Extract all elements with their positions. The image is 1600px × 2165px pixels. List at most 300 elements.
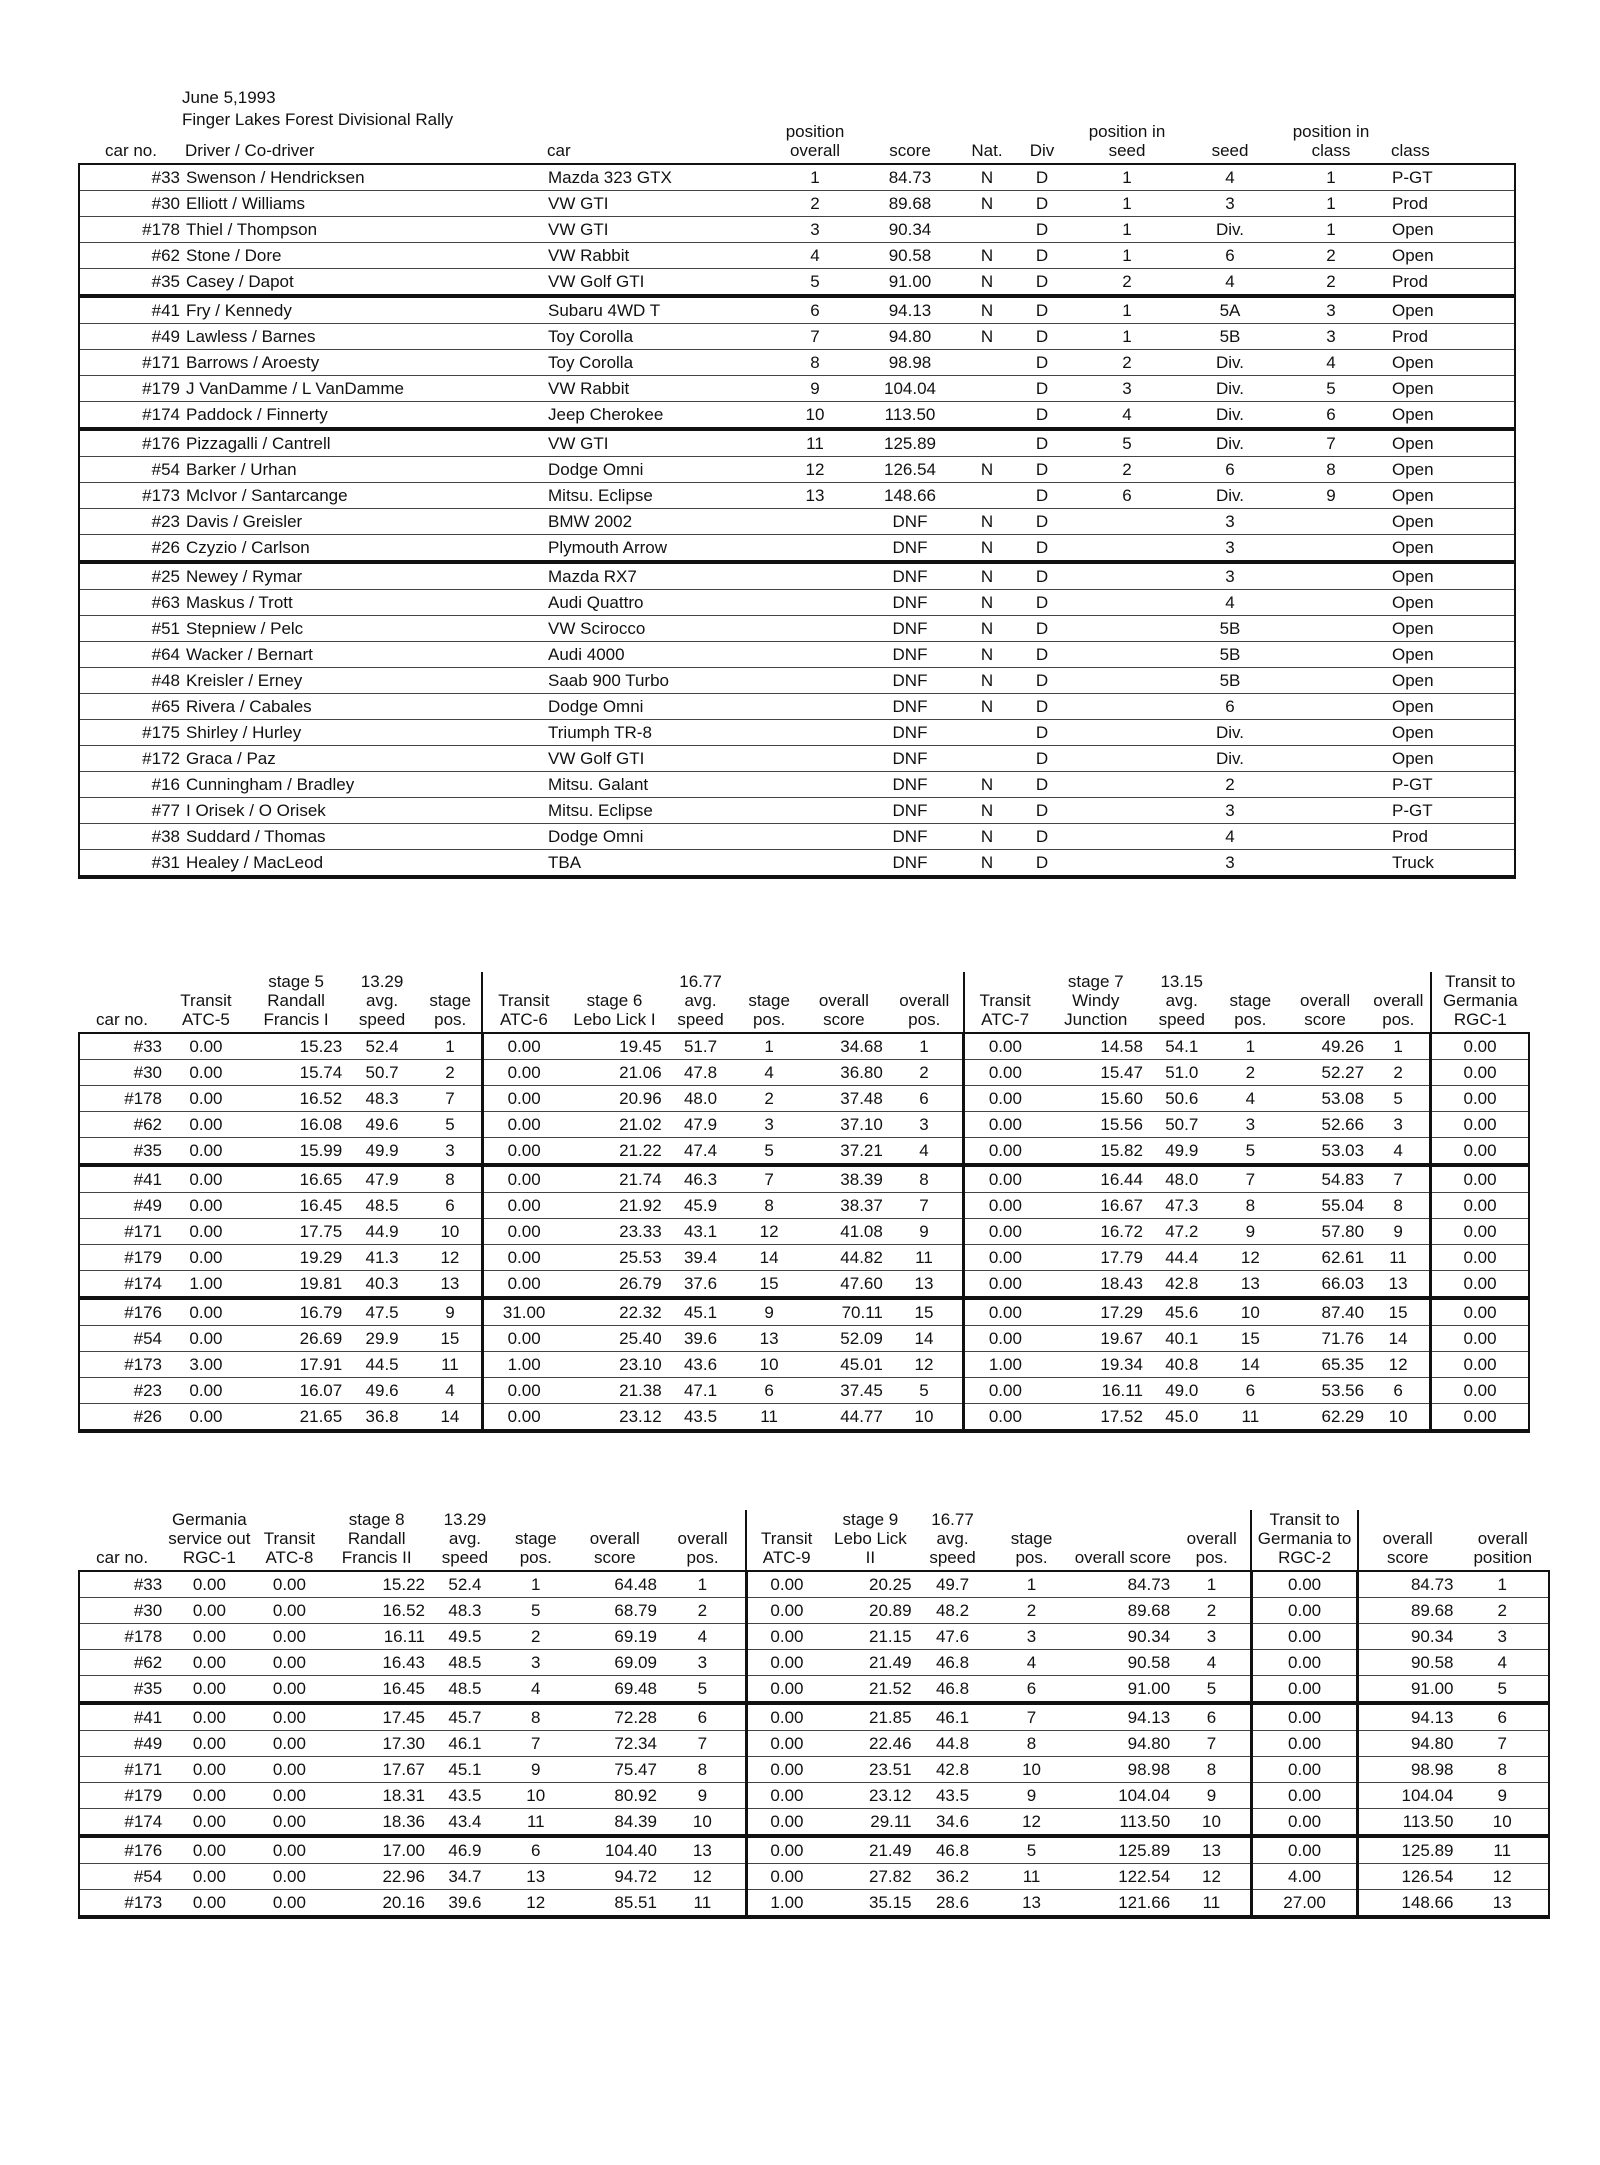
stages_a-cell: 15.56	[1100, 1114, 1143, 1134]
results-cell: 125.89	[884, 433, 936, 453]
results-cell: Dodge Omni	[548, 696, 644, 716]
results-cell: 2	[1122, 459, 1132, 479]
stages_b-cell: 69.09	[614, 1652, 657, 1672]
results-cell: Audi Quattro	[548, 592, 644, 612]
results-cell: 6	[1225, 459, 1235, 479]
results-cell: D	[1035, 826, 1049, 846]
stages_a-cell: 19.67	[1100, 1328, 1143, 1348]
results-cell: #35	[151, 271, 180, 291]
stages_b-cell: 43.5	[448, 1785, 482, 1805]
table-row	[79, 1598, 1549, 1624]
stages_a-cell: 16.44	[1100, 1169, 1143, 1189]
results-header-5: Nat.	[971, 141, 1003, 160]
results-header-1: Driver / Co-driver	[185, 141, 315, 160]
results-cell: N	[980, 566, 994, 586]
stages_b-cell: 21.49	[868, 1840, 912, 1860]
stages_a-cell: 16.07	[299, 1380, 343, 1400]
results-cell: DNF	[892, 800, 928, 820]
stages_a-cell: 47.9	[365, 1169, 399, 1189]
stages_a-cell: 0.00	[964, 1112, 1046, 1138]
stages_a-cell: 0.00	[964, 1033, 1046, 1060]
results-cell: 1	[1122, 167, 1132, 187]
results-cell: Div.	[1215, 352, 1244, 372]
stages_b-cell: 45.1	[448, 1759, 482, 1779]
table-row	[79, 1676, 1549, 1704]
results-cell: Suddard / Thomas	[186, 826, 326, 846]
results-cell: #49	[151, 326, 180, 346]
stages_b-cell: 21.52	[868, 1678, 912, 1698]
stages_a-cell: 46.3	[683, 1169, 718, 1189]
results-cell: #33	[151, 167, 180, 187]
results-cell: Div.	[1215, 378, 1244, 398]
stages_a-cell: 52.09	[840, 1328, 883, 1348]
results-cell: D	[1035, 326, 1049, 346]
results-cell: 2	[1122, 271, 1132, 291]
stages_b-cell: 22.46	[868, 1733, 912, 1753]
results-cell: 9	[810, 378, 820, 398]
results-cell	[957, 483, 1017, 509]
stages_a-cell: 39.6	[683, 1328, 718, 1348]
stages_b-cell: 0.00	[746, 1864, 826, 1890]
table-row	[79, 191, 1515, 217]
stages_b-cell: 10	[1492, 1811, 1512, 1831]
stages_a-cell: 12	[1388, 1354, 1408, 1374]
stages_b-cell: 122.54	[1118, 1866, 1171, 1886]
stages_a-cell: 37.45	[840, 1380, 883, 1400]
stages_b-cell: #62	[133, 1652, 163, 1672]
results-cell: Open	[1392, 219, 1434, 239]
stages_b-cell: 0.00	[746, 1731, 826, 1757]
stages_a-cell: 5	[445, 1114, 455, 1134]
stages_b-cell: 72.34	[614, 1733, 657, 1753]
stages_b-cell: 0.00	[192, 1600, 226, 1620]
stages_b-cell: 21.49	[868, 1652, 912, 1672]
results-cell: Open	[1392, 404, 1434, 424]
stages_a-cell: 20.96	[619, 1088, 662, 1108]
stages_a-cell: 34.68	[840, 1036, 883, 1056]
results-cell	[767, 772, 863, 798]
results-cell: 4	[1225, 167, 1235, 187]
stages_b-cell: 104.04	[1358, 1783, 1457, 1809]
results-cell: Healey / MacLeod	[186, 852, 324, 872]
results-cell: DNF	[892, 852, 928, 872]
stages_b-cell: 23.12	[868, 1785, 912, 1805]
results-cell	[767, 509, 863, 535]
stages_a-cell: 36.8	[365, 1406, 399, 1426]
results-cell: 4	[1122, 404, 1132, 424]
results-cell	[767, 824, 863, 850]
stages_a-cell: 31.00	[482, 1298, 564, 1326]
results-cell: #26	[151, 537, 180, 557]
results-cell: 148.66	[884, 485, 936, 505]
results-cell: 94.13	[888, 300, 932, 320]
stages_b-header-15: overall score	[1358, 1510, 1457, 1571]
results-cell: DNF	[892, 748, 928, 768]
stages_a-cell: 14	[914, 1328, 934, 1348]
event-title: Finger Lakes Forest Divisional Rally	[182, 110, 454, 129]
stages_a-cell: 10	[1388, 1406, 1408, 1426]
results-cell	[1067, 694, 1187, 720]
stages_a-cell: 0.00	[1431, 1219, 1529, 1245]
stages_b-cell: 91.00	[1127, 1678, 1171, 1698]
stages_a-cell: #30	[133, 1062, 163, 1082]
results-cell: DNF	[892, 618, 928, 638]
results-cell: D	[1035, 696, 1049, 716]
stages_a-cell: 6	[764, 1380, 774, 1400]
stages_a-cell: 0.00	[1431, 1326, 1529, 1352]
results-cell: D	[1035, 300, 1049, 320]
results-cell: 5B	[1219, 618, 1241, 638]
stages_a-cell: 50.7	[1165, 1114, 1199, 1134]
table-row	[79, 1193, 1529, 1219]
stages_b-cell: 3	[1026, 1626, 1037, 1646]
stages_a-cell: 12	[1240, 1247, 1260, 1267]
results-cell	[1067, 798, 1187, 824]
results-cell: 1	[1326, 167, 1336, 187]
table-row	[79, 590, 1515, 616]
stages_a-cell: 2	[445, 1062, 455, 1082]
stages_a-cell: 11	[1241, 1406, 1260, 1426]
stages_a-cell: 51.0	[1165, 1062, 1199, 1082]
results-cell	[767, 616, 863, 642]
stages_b-cell: 11	[693, 1892, 712, 1912]
stages_b-cell: #171	[124, 1759, 163, 1779]
results-cell: P-GT	[1392, 800, 1433, 820]
stages_a-cell: 9	[445, 1302, 455, 1322]
stages_a-cell: 0.00	[964, 1271, 1046, 1299]
stages_b-cell: 46.8	[935, 1652, 970, 1672]
stages_a-cell: 38.37	[840, 1195, 883, 1215]
results-cell: N	[980, 459, 994, 479]
stages_b-cell: 1	[1026, 1574, 1037, 1594]
stages_b-cell: 49.5	[448, 1626, 482, 1646]
stages_a-cell: 16.11	[1101, 1380, 1143, 1400]
table-row	[79, 1165, 1529, 1193]
results-cell: Jeep Cherokee	[548, 404, 664, 424]
stages_a-cell: 2	[764, 1088, 774, 1108]
stages_b-cell: #33	[133, 1574, 163, 1594]
stages_a-cell: 0.00	[964, 1193, 1046, 1219]
stages_a-cell: 52.27	[1321, 1062, 1365, 1082]
results-cell: Open	[1392, 459, 1434, 479]
results-cell: Dodge Omni	[548, 826, 644, 846]
stages_b-cell: 98.98	[1358, 1757, 1457, 1783]
stages_a-cell: 39.4	[683, 1247, 718, 1267]
stages_a-cell: 6	[919, 1088, 929, 1108]
stages_a-cell: 21.65	[299, 1406, 343, 1426]
stages_b-header-2: Transit ATC-8	[263, 1529, 316, 1567]
results-cell: D	[1035, 485, 1049, 505]
stages_a-cell: 4	[445, 1380, 455, 1400]
results-cell	[1273, 798, 1389, 824]
stages_b-cell: 10	[692, 1811, 712, 1831]
stages_a-cell: 4	[1393, 1140, 1403, 1160]
stages_b-cell: 4	[531, 1678, 541, 1698]
table-row	[79, 1731, 1549, 1757]
stages_b-cell: 21.85	[868, 1707, 912, 1727]
stages_a-cell: 12	[440, 1247, 460, 1267]
stages_b-cell: 0.00	[272, 1733, 306, 1753]
stages_a-cell: 15	[440, 1328, 460, 1348]
results-cell: 1	[1122, 300, 1132, 320]
results-cell	[1273, 616, 1389, 642]
table-row	[79, 642, 1515, 668]
stages_a-cell: 11	[760, 1406, 778, 1426]
stages_b-cell: 1	[531, 1574, 541, 1594]
results-cell: #48	[151, 670, 180, 690]
stages_b-header-16: overall position	[1473, 1529, 1533, 1567]
stages_a-cell: 44.9	[365, 1221, 399, 1241]
stages_a-cell: 8	[919, 1169, 929, 1189]
results-cell: D	[1035, 167, 1049, 187]
table-row	[79, 824, 1515, 850]
results-cell: DNF	[892, 537, 928, 557]
stages_b-cell: 2	[1206, 1600, 1217, 1620]
table-row	[79, 457, 1515, 483]
table-row	[79, 376, 1515, 402]
stages_a-header-9: overall score	[818, 991, 869, 1029]
table-row	[79, 562, 1515, 590]
stages_a-cell: 1.00	[964, 1352, 1046, 1378]
results-cell: D	[1035, 378, 1049, 398]
results-cell: DNF	[892, 670, 928, 690]
results-cell: Shirley / Hurley	[186, 722, 302, 742]
results-cell: P-GT	[1392, 774, 1433, 794]
stages_b-cell: 22.96	[382, 1866, 425, 1886]
results-cell	[1067, 562, 1187, 590]
stages_a-cell: 0.00	[1431, 1033, 1529, 1060]
stages_b-cell: 125.89	[1358, 1836, 1457, 1864]
stages_a-cell: 10	[1240, 1302, 1260, 1322]
results-cell: Kreisler / Erney	[186, 670, 303, 690]
stages_b-header-1: Germania service out RGC-1	[168, 1510, 251, 1567]
table-row	[79, 668, 1515, 694]
stages_b-cell: 10	[1022, 1759, 1041, 1779]
stages_b-cell: 17.67	[382, 1759, 425, 1779]
results-cell	[957, 429, 1017, 457]
results-cell: Open	[1392, 566, 1434, 586]
stages_b-cell: 85.51	[614, 1892, 657, 1912]
results-cell: 11	[806, 433, 824, 453]
table-row	[79, 1112, 1529, 1138]
stages_a-cell: 16.08	[299, 1114, 343, 1134]
stages_a-header-16: overall pos.	[1373, 991, 1424, 1029]
stages_a-cell: 43.1	[683, 1221, 718, 1241]
stages_b-cell: 0.00	[746, 1757, 826, 1783]
results-cell: VW Rabbit	[548, 378, 630, 398]
stage-5-7-body	[79, 1033, 1529, 1431]
stages_a-cell: 3	[445, 1140, 455, 1160]
stages_a-cell: 71.76	[1321, 1328, 1365, 1348]
stages_b-cell: #35	[133, 1678, 163, 1698]
stages_a-cell: 13	[440, 1273, 460, 1293]
stages_b-cell: 1.00	[746, 1890, 826, 1918]
stages_b-cell: 0.00	[192, 1678, 226, 1698]
results-cell	[1067, 720, 1187, 746]
stages_a-cell: #178	[124, 1088, 163, 1108]
stages_b-cell: 43.5	[935, 1785, 970, 1805]
stages_b-cell: 20.16	[382, 1892, 425, 1912]
stages_a-cell: 21.06	[619, 1062, 662, 1082]
results-cell: Open	[1392, 537, 1434, 557]
stages_b-cell: 1	[697, 1574, 708, 1594]
stages_a-cell: #54	[133, 1328, 163, 1348]
stages_b-cell: 5	[1497, 1678, 1507, 1698]
stages_a-cell: 52.4	[365, 1036, 399, 1056]
stages_b-cell: 0.00	[272, 1652, 306, 1672]
stages_a-cell: 48.0	[683, 1088, 718, 1108]
stages_b-cell: 9	[1026, 1785, 1037, 1805]
stages_a-cell: 12	[759, 1221, 779, 1241]
stages_a-cell: 44.77	[840, 1406, 883, 1426]
results-cell: #171	[142, 352, 180, 372]
stages_a-header-13: 13.15 avg. speed	[1158, 972, 1205, 1029]
stages_a-cell: 5	[1245, 1140, 1256, 1160]
stages_a-cell: 3	[764, 1114, 774, 1134]
stages_b-cell: 0.00	[1251, 1598, 1358, 1624]
stages_a-cell: 53.03	[1321, 1140, 1365, 1160]
results-cell	[767, 694, 863, 720]
results-cell	[1067, 824, 1187, 850]
results-cell: Mitsu. Eclipse	[548, 800, 653, 820]
results-cell: D	[1035, 670, 1049, 690]
results-cell: Graca / Paz	[186, 748, 276, 768]
results-cell: 3	[1225, 566, 1235, 586]
results-cell: Davis / Greisler	[186, 511, 303, 531]
stages_a-cell: 0.00	[1431, 1086, 1529, 1112]
stages_a-cell: 0.00	[1431, 1298, 1529, 1326]
stages_b-cell: 125.89	[1118, 1840, 1171, 1860]
results-cell: DNF	[892, 511, 928, 531]
stages_a-cell: 7	[1393, 1169, 1403, 1189]
stages_b-header-11: stage pos.	[1010, 1529, 1053, 1567]
stages_a-cell: 10	[914, 1406, 934, 1426]
table-row	[79, 1703, 1549, 1731]
stages_b-cell: 4	[1206, 1652, 1217, 1672]
stages_a-cell: 15.74	[299, 1062, 343, 1082]
stages_a-cell: 57.80	[1321, 1221, 1365, 1241]
table-row	[79, 1757, 1549, 1783]
stages_a-cell: 23.10	[619, 1354, 662, 1374]
stages_a-cell: 5	[764, 1140, 774, 1160]
results-cell: D	[1035, 271, 1049, 291]
stages_b-cell: 20.89	[868, 1600, 912, 1620]
stages_a-cell: 40.1	[1165, 1328, 1199, 1348]
results-cell: 9	[1326, 485, 1336, 505]
stages_a-cell: 22.32	[619, 1302, 662, 1322]
stages_a-cell: 26.79	[619, 1273, 662, 1293]
stages_b-cell: 0.00	[746, 1783, 826, 1809]
stages_a-cell: 47.5	[365, 1302, 399, 1322]
results-cell: Maskus / Trott	[186, 592, 293, 612]
stages_b-cell: 84.73	[1358, 1571, 1457, 1598]
results-cell: Open	[1392, 670, 1434, 690]
stages_a-cell: 21.74	[619, 1169, 662, 1189]
stages_b-cell: 0.00	[192, 1892, 226, 1912]
stages_b-cell: 6	[1026, 1678, 1037, 1698]
results-cell: #176	[142, 433, 180, 453]
stages_a-cell: 15.99	[299, 1140, 343, 1160]
stages_b-cell: 94.80	[1127, 1733, 1171, 1753]
table-row	[79, 1033, 1529, 1060]
stages_b-cell: 43.4	[448, 1811, 482, 1831]
stages_b-cell: 46.8	[935, 1840, 970, 1860]
stages_a-header-3: 13.29 avg. speed	[358, 972, 406, 1029]
stages_a-cell: 49.6	[365, 1114, 399, 1134]
results-cell: 1	[1326, 193, 1336, 213]
stages_b-cell: #174	[124, 1811, 163, 1831]
stages_b-header-7: overall pos.	[677, 1529, 728, 1567]
stages_b-cell: 49.7	[935, 1574, 970, 1594]
stages_b-cell: 10	[526, 1785, 546, 1805]
stages_b-cell: 0.00	[1251, 1571, 1358, 1598]
stage-5-7-table	[78, 972, 1530, 1433]
results-cell: Prod	[1392, 826, 1428, 846]
stages_b-cell: 0.00	[272, 1574, 306, 1594]
stages_a-cell: 7	[919, 1195, 929, 1215]
stages_a-header-0: car no.	[96, 1010, 148, 1029]
stages_b-cell: 4	[1026, 1652, 1037, 1672]
stages_a-cell: 37.21	[840, 1140, 883, 1160]
stages_a-cell: 0.00	[1431, 1060, 1529, 1086]
stages_a-cell: 43.6	[683, 1354, 718, 1374]
stages_a-cell: 45.01	[840, 1354, 883, 1374]
stages_b-cell: 7	[1206, 1733, 1217, 1753]
stages_a-cell: 55.04	[1321, 1195, 1365, 1215]
stages_a-cell: 47.1	[683, 1380, 718, 1400]
stages_a-header-1: Transit ATC-5	[180, 991, 232, 1029]
stages_a-cell: 15	[914, 1302, 934, 1322]
results-cell: Open	[1392, 511, 1434, 531]
results-cell	[1273, 668, 1389, 694]
results-cell: 7	[1326, 433, 1336, 453]
stages_b-cell: 29.11	[870, 1811, 912, 1831]
stages_a-cell: 0.00	[189, 1221, 223, 1241]
results-cell: 3	[1122, 378, 1132, 398]
stages_a-cell: 23.33	[619, 1221, 662, 1241]
stages_a-cell: 66.03	[1321, 1273, 1365, 1293]
results-cell: #65	[151, 696, 180, 716]
stages_a-cell: 40.8	[1165, 1354, 1199, 1374]
results-cell: VW GTI	[548, 193, 609, 213]
stages_a-cell: 16.72	[1100, 1221, 1143, 1241]
stages_a-cell: 16.45	[299, 1195, 343, 1215]
results-cell: Open	[1392, 245, 1434, 265]
stages_a-cell: 0.00	[482, 1404, 564, 1432]
stages_b-cell: 89.68	[1358, 1598, 1457, 1624]
stages_b-cell: 12	[1201, 1866, 1221, 1886]
stages_a-cell: 0.00	[189, 1328, 223, 1348]
stages_b-cell: 0.00	[272, 1811, 306, 1831]
stages_a-cell: 0.00	[964, 1326, 1046, 1352]
stages_a-cell: 0.00	[189, 1247, 223, 1267]
stages_a-cell: 0.00	[482, 1060, 564, 1086]
stages_b-cell: 0.00	[272, 1785, 306, 1805]
stages_a-cell: 19.81	[299, 1273, 343, 1293]
table-row	[79, 483, 1515, 509]
stages_b-cell: 27.00	[1251, 1890, 1358, 1918]
stages_a-cell: 21.92	[619, 1195, 662, 1215]
stages_a-cell: 6	[445, 1195, 455, 1215]
stages_b-cell: 8	[1206, 1759, 1217, 1779]
results-cell: #77	[151, 800, 180, 820]
stages_a-cell: 42.8	[1165, 1273, 1199, 1293]
stages_a-cell: 0.00	[189, 1140, 223, 1160]
results-cell: Czyzio / Carlson	[186, 537, 310, 557]
stages_a-cell: 38.39	[840, 1169, 883, 1189]
results-cell: VW Golf GTI	[548, 748, 645, 768]
results-cell: Barker / Urhan	[186, 459, 297, 479]
